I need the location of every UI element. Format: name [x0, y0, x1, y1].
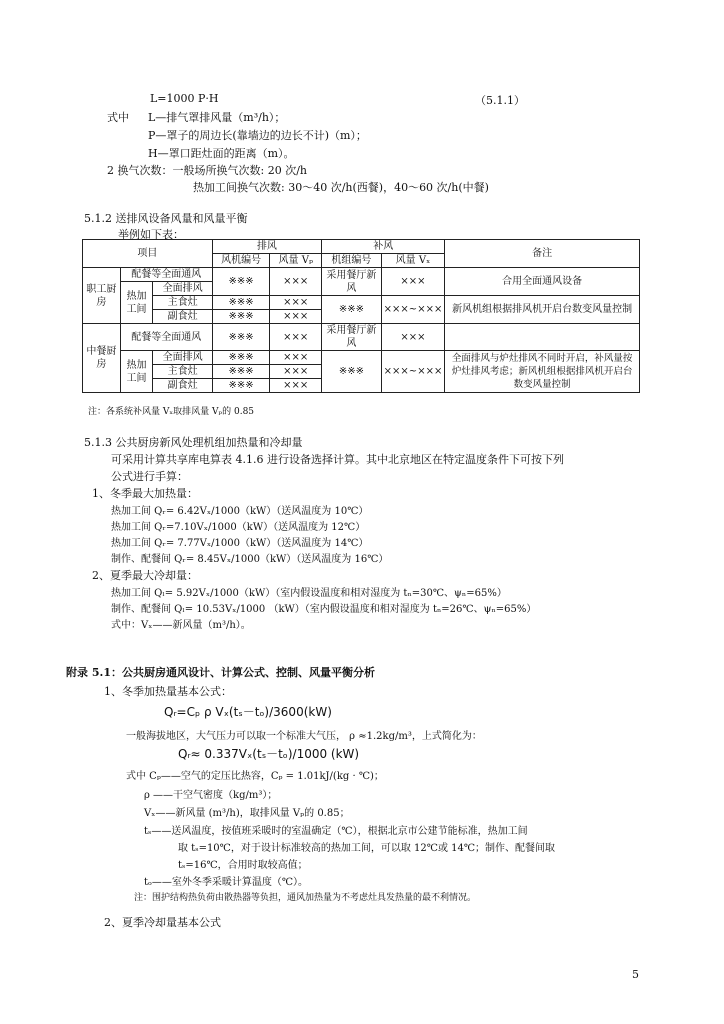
note-staff-hot: 新风机组根据排风机开启台数变风量控制: [445, 296, 640, 324]
prep-general: 配餐等全面通风: [120, 324, 212, 351]
hot-room: 热加工间: [120, 351, 153, 393]
h-flow-v: 风量 Vₚ: [270, 254, 322, 268]
ventilation-table: [82, 239, 640, 393]
section-513-heading: 5.1.3 公共厨房新风处理机组加热量和冷却量: [84, 436, 303, 449]
def-H: H—罩口距灶面的距离（m）。: [148, 147, 295, 160]
table-cell: ※※※: [322, 351, 382, 393]
def-P: P—罩子的周边长(靠墙边的边长不计)（m）；: [148, 129, 367, 142]
fresh-air: 采用餐厅新风: [322, 324, 382, 351]
winter-line-3: 热加工间 Qᵣ= 7.77Vₓ/1000（kW）（送风温度为 14℃）: [111, 538, 369, 549]
table-cell: ×××: [381, 324, 445, 351]
h-supply: 补风: [322, 240, 445, 254]
def-rho: ρ ——干空气密度（kg/m³）；: [144, 790, 278, 801]
table-cell: ×××: [270, 268, 322, 296]
def-cp: 式中 Cₚ——空气的定压比热容，Cₚ = 1.01kJ/(kg · ℃)；: [126, 771, 384, 782]
def-ts-3: tₛ=16℃，合用时取较高值；: [178, 860, 308, 871]
table-cell: ※※※: [212, 324, 270, 351]
winter-line-4: 制作、配餐间 Qᵣ= 8.45Vₓ/1000（kW）（送风温度为 16℃）: [111, 554, 389, 565]
side-stove: 副食灶: [153, 379, 212, 393]
chinese-kitchen: 中餐厨房: [83, 324, 121, 393]
side-stove: 副食灶: [153, 310, 212, 324]
note-combined: 合用全面通风设备: [445, 268, 640, 296]
main-stove: 主食灶: [153, 296, 212, 310]
def-to: tₒ——室外冬季采暖计算温度（℃）。: [144, 877, 309, 888]
appendix-sub1: 1、冬季加热量基本公式：: [104, 685, 232, 698]
item-2: 2 换气次数：一般场所换气次数: 20 次/h: [107, 164, 307, 177]
table-cell: ※※※: [212, 310, 270, 324]
cross-range: ×××~×××: [381, 351, 445, 393]
section-512-intro: 举例如下表：: [118, 228, 184, 241]
hot-room: 热加工间: [120, 282, 153, 324]
cross-range: ×××~×××: [381, 296, 445, 324]
prep-general: 配餐等全面通风: [120, 268, 212, 282]
def-L: L—排气罩排风量（m³/h）；: [148, 111, 286, 124]
table-cell: ※※※: [212, 296, 270, 310]
appendix-sub2: 2、夏季冷却量基本公式: [104, 916, 221, 929]
table-cell: ※※※: [212, 379, 270, 393]
table-cell: ※※※: [322, 296, 382, 324]
full-exhaust: 全面排风: [153, 282, 212, 296]
table-footnote: 注：各系统补风量 Vₓ取排风量 Vₚ的 0.85: [88, 407, 255, 417]
full-exhaust: 全面排风: [153, 351, 212, 365]
def-ts-1: tₛ——送风温度，按值班采暖时的室温确定（℃），根据北京市公建节能标准，热加工间: [144, 826, 528, 837]
table-cell-empty: [445, 324, 640, 351]
main-stove: 主食灶: [153, 365, 212, 379]
section-513-para2: 公式进行手算：: [111, 470, 188, 483]
formula-eq: L=1000 P·H: [150, 92, 219, 105]
section-513-para1: 可采用计算共享库电算表 4.1.6 进行设备选择计算。其中北京地区在特定温度条件下可按下列: [111, 453, 564, 466]
table-cell: ×××: [270, 310, 322, 324]
table-cell: ×××: [270, 351, 322, 365]
appendix-title: 附录 5.1：公共厨房通风设计、计算公式、控制、风量平衡分析: [66, 666, 375, 679]
summer-line-1: 热加工间 Qₗ= 5.92Vₓ/1000（kW）（室内假设温度和相对湿度为 tₙ=30℃、ψₙ=65%）: [111, 588, 507, 599]
fresh-air: 采用餐厅新风: [322, 268, 382, 296]
winter-heading: 1、冬季最大加热量：: [92, 487, 198, 500]
h-unit-no: 机组编号: [322, 254, 382, 268]
winter-line-2: 热加工间 Qᵣ=7.10Vₓ/1000（kW）（送风温度为 12℃）: [111, 522, 366, 533]
h-fan-no: 风机编号: [212, 254, 270, 268]
table-cell: ※※※: [212, 365, 270, 379]
page-number: 5: [632, 968, 639, 981]
equation-1: Qᵣ=Cₚ ρ Vₓ(tₛ－tₒ)/3600(kW): [164, 705, 332, 719]
note-chinese-hot: 全面排风与炉灶排风不同时开启，补风量按炉灶排风考虑；新风机组根据排风机开启台数变风量控制: [445, 351, 640, 393]
table-cell: ×××: [270, 296, 322, 310]
item-2b: 热加工间换气次数: 30～40 次/h(西餐)，40～60 次/h(中餐): [193, 181, 489, 194]
table-cell: ×××: [270, 365, 322, 379]
table-cell: ×××: [270, 379, 322, 393]
summer-line-3: 式中：Vₓ——新风量（m³/h）。: [111, 620, 251, 631]
h-flow-vs: 风量 Vₓ: [381, 254, 445, 268]
table-cell: ※※※: [212, 351, 270, 365]
h-item: 项目: [83, 240, 213, 268]
def-vx: Vₓ——新风量 (m³/h)，取排风量 Vₚ的 0.85；: [144, 808, 350, 819]
appendix-note: 注：围护结构热负荷由散热器等负担，通风加热量为不考虑灶具发热量的最不利情况。: [134, 893, 477, 903]
h-exhaust: 排风: [212, 240, 321, 254]
def-ts-2: 取 tₛ=10℃，对于设计标准较高的热加工间，可以取 12℃或 14℃；制作、配餐间取: [178, 843, 556, 854]
section-512-heading: 5.1.2 送排风设备风量和风量平衡: [84, 212, 248, 225]
summer-line-2: 制作、配餐间 Qₗ= 10.53Vₓ/1000 （kW）（室内假设温度和相对湿度为 tₙ=26℃、ψₙ=65%）: [111, 604, 537, 615]
table-cell: ※※※: [212, 268, 270, 296]
formula-number: （5.1.1）: [475, 94, 525, 107]
staff-kitchen: 职工厨房: [83, 268, 121, 324]
winter-line-1: 热加工间 Qᵣ= 6.42Vₓ/1000（kW）（送风温度为 10℃）: [111, 506, 369, 517]
equation-2: Qᵣ≈ 0.337Vₓ(tₛ－tₒ)/1000 (kW): [178, 747, 360, 761]
table-cell: ×××: [270, 324, 322, 351]
where-label: 式中: [107, 111, 129, 124]
h-note: 备注: [445, 240, 640, 268]
summer-heading: 2、夏季最大冷却量：: [92, 569, 198, 582]
table-cell: ×××: [381, 268, 445, 296]
appendix-p1: 一般海拔地区，大气压力可以取一个标准大气压， ρ ≈1.2kg/m³，上式简化为：: [126, 731, 482, 742]
